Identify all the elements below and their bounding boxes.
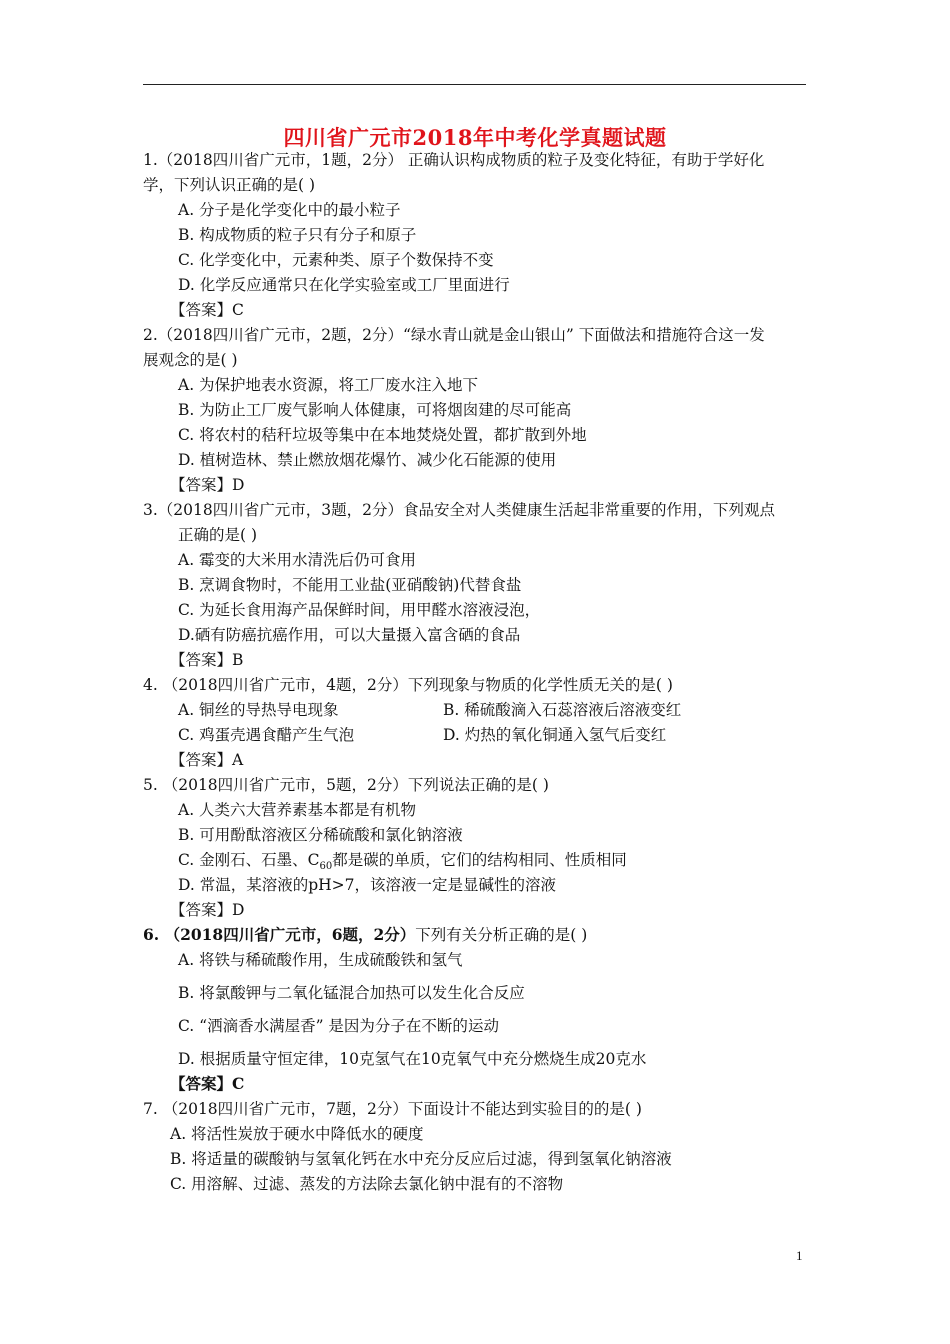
question-2-option-c: C. 将农村的秸秆垃圾等集中在本地焚烧处置，都扩散到外地 [178,426,587,444]
question-7-option-a: A. 将活性炭放于硬水中降低水的硬度 [170,1125,424,1143]
question-2-stem: 2.（2018四川省广元市，2题，2分）“绿水青山就是金山银山” 下面做法和措施符合这一发 [143,326,765,344]
page-number: 1 [796,1248,803,1263]
question-5-stem: 5. （2018四川省广元市，5题，2分）下列说法正确的是( ) [143,776,549,794]
question-1-option-a: A. 分子是化学变化中的最小粒子 [178,201,401,219]
question-2-option-d: D. 植树造林、禁止燃放烟花爆竹、减少化石能源的使用 [178,451,557,469]
question-6-stem [143,925,587,945]
question-5-option-b: B. 可用酚酞溶液区分稀硫酸和氯化钠溶液 [178,826,463,844]
question-5-option-c-rest: 都是碳的单质，它们的结构相同、性质相同 [332,851,627,869]
question-5-option-c-text: C. 金刚石、石墨、C [178,851,320,869]
question-4-option-d: D. 灼热的氧化铜通入氢气后变红 [443,726,667,744]
header-rule [143,84,806,85]
question-6-option-d: D. 根据质量守恒定律，10克氢气在10克氧气中充分燃烧生成20克水 [178,1050,647,1068]
question-3-option-a: A. 霉变的大米用水清洗后仍可食用 [178,551,417,569]
question-5-option-d: D. 常温，某溶液的pH>7，该溶液一定是显碱性的溶液 [178,876,557,894]
question-5-option-c [178,850,627,877]
question-7-stem: 7. （2018四川省广元市，7题，2分）下面设计不能达到实验目的的是( ) [143,1100,642,1118]
question-3-stem: 3.（2018四川省广元市，3题，2分）食品安全对人类健康生活起非常重要的作用，下列观点 [143,501,775,519]
question-3-option-d: D.硒有防癌抗癌作用，可以大量摄入富含硒的食品 [178,626,521,644]
question-6-option-a: A. 将铁与稀硫酸作用，生成硫酸铁和氢气 [178,951,463,969]
question-4-option-b: B. 稀硫酸滴入石蕊溶液后溶液变红 [443,701,682,719]
question-6-option-c: C. “洒滴香水满屋香” 是因为分子在不断的运动 [178,1017,499,1035]
question-1-stem: 1.（2018四川省广元市，1题，2分） 正确认识构成物质的粒子及变化特征，有助于学好化 [143,151,765,169]
question-2-answer: 【答案】D [170,476,245,494]
question-1-option-d: D. 化学反应通常只在化学实验室或工厂里面进行 [178,276,510,294]
question-4-answer: 【答案】A [170,751,244,769]
question-1-stem-cont: 学，下列认识正确的是( ) [143,176,316,194]
question-2-stem-cont: 展观念的是( ) [143,351,238,369]
question-4-option-a: A. 铜丝的导热导电现象 [178,701,339,719]
question-5-option-a: A. 人类六大营养素基本都是有机物 [178,801,417,819]
question-6-source: 6. （2018四川省广元市，6题，2分） [143,925,416,944]
page-title: 四川省广元市2018年中考化学真题试题 [283,125,667,150]
question-3-answer: 【答案】B [170,651,244,669]
question-6-text: 下列有关分析正确的是( ) [415,926,588,944]
question-5-answer: 【答案】D [170,901,245,919]
question-7-option-b: B. 将适量的碳酸钠与氢氧化钙在水中充分反应后过滤，得到氢氧化钠溶液 [170,1150,672,1168]
question-4-option-c: C. 鸡蛋壳遇食醋产生气泡 [178,726,355,744]
question-1-answer: 【答案】C [170,301,244,319]
question-4-stem: 4. （2018四川省广元市，4题，2分）下列现象与物质的化学性质无关的是( ) [143,676,673,694]
question-1-option-c: C. 化学变化中，元素种类、原子个数保持不变 [178,251,494,269]
question-2-option-b: B. 为防止工厂废气影响人体健康，可将烟囱建的尽可能高 [178,401,572,419]
question-7-option-c: C. 用溶解、过滤、蒸发的方法除去氯化钠中混有的不溶物 [170,1175,564,1193]
question-1-option-b: B. 构成物质的粒子只有分子和原子 [178,226,417,244]
question-2-option-a: A. 为保护地表水资源，将工厂废水注入地下 [178,376,479,394]
question-6-answer: 【答案】C [170,1074,245,1093]
question-3-option-c: C. 为延长食用海产品保鲜时间，用甲醛水溶液浸泡， [178,601,541,619]
question-3-stem-cont: 正确的是( ) [178,526,258,544]
question-3-option-b: B. 烹调食物时，不能用工业盐(亚硝酸钠)代替食盐 [178,576,522,594]
question-6-option-b: B. 将氯酸钾与二氧化锰混合加热可以发生化合反应 [178,984,525,1002]
question-5-option-c-subscript: 60 [319,861,333,873]
